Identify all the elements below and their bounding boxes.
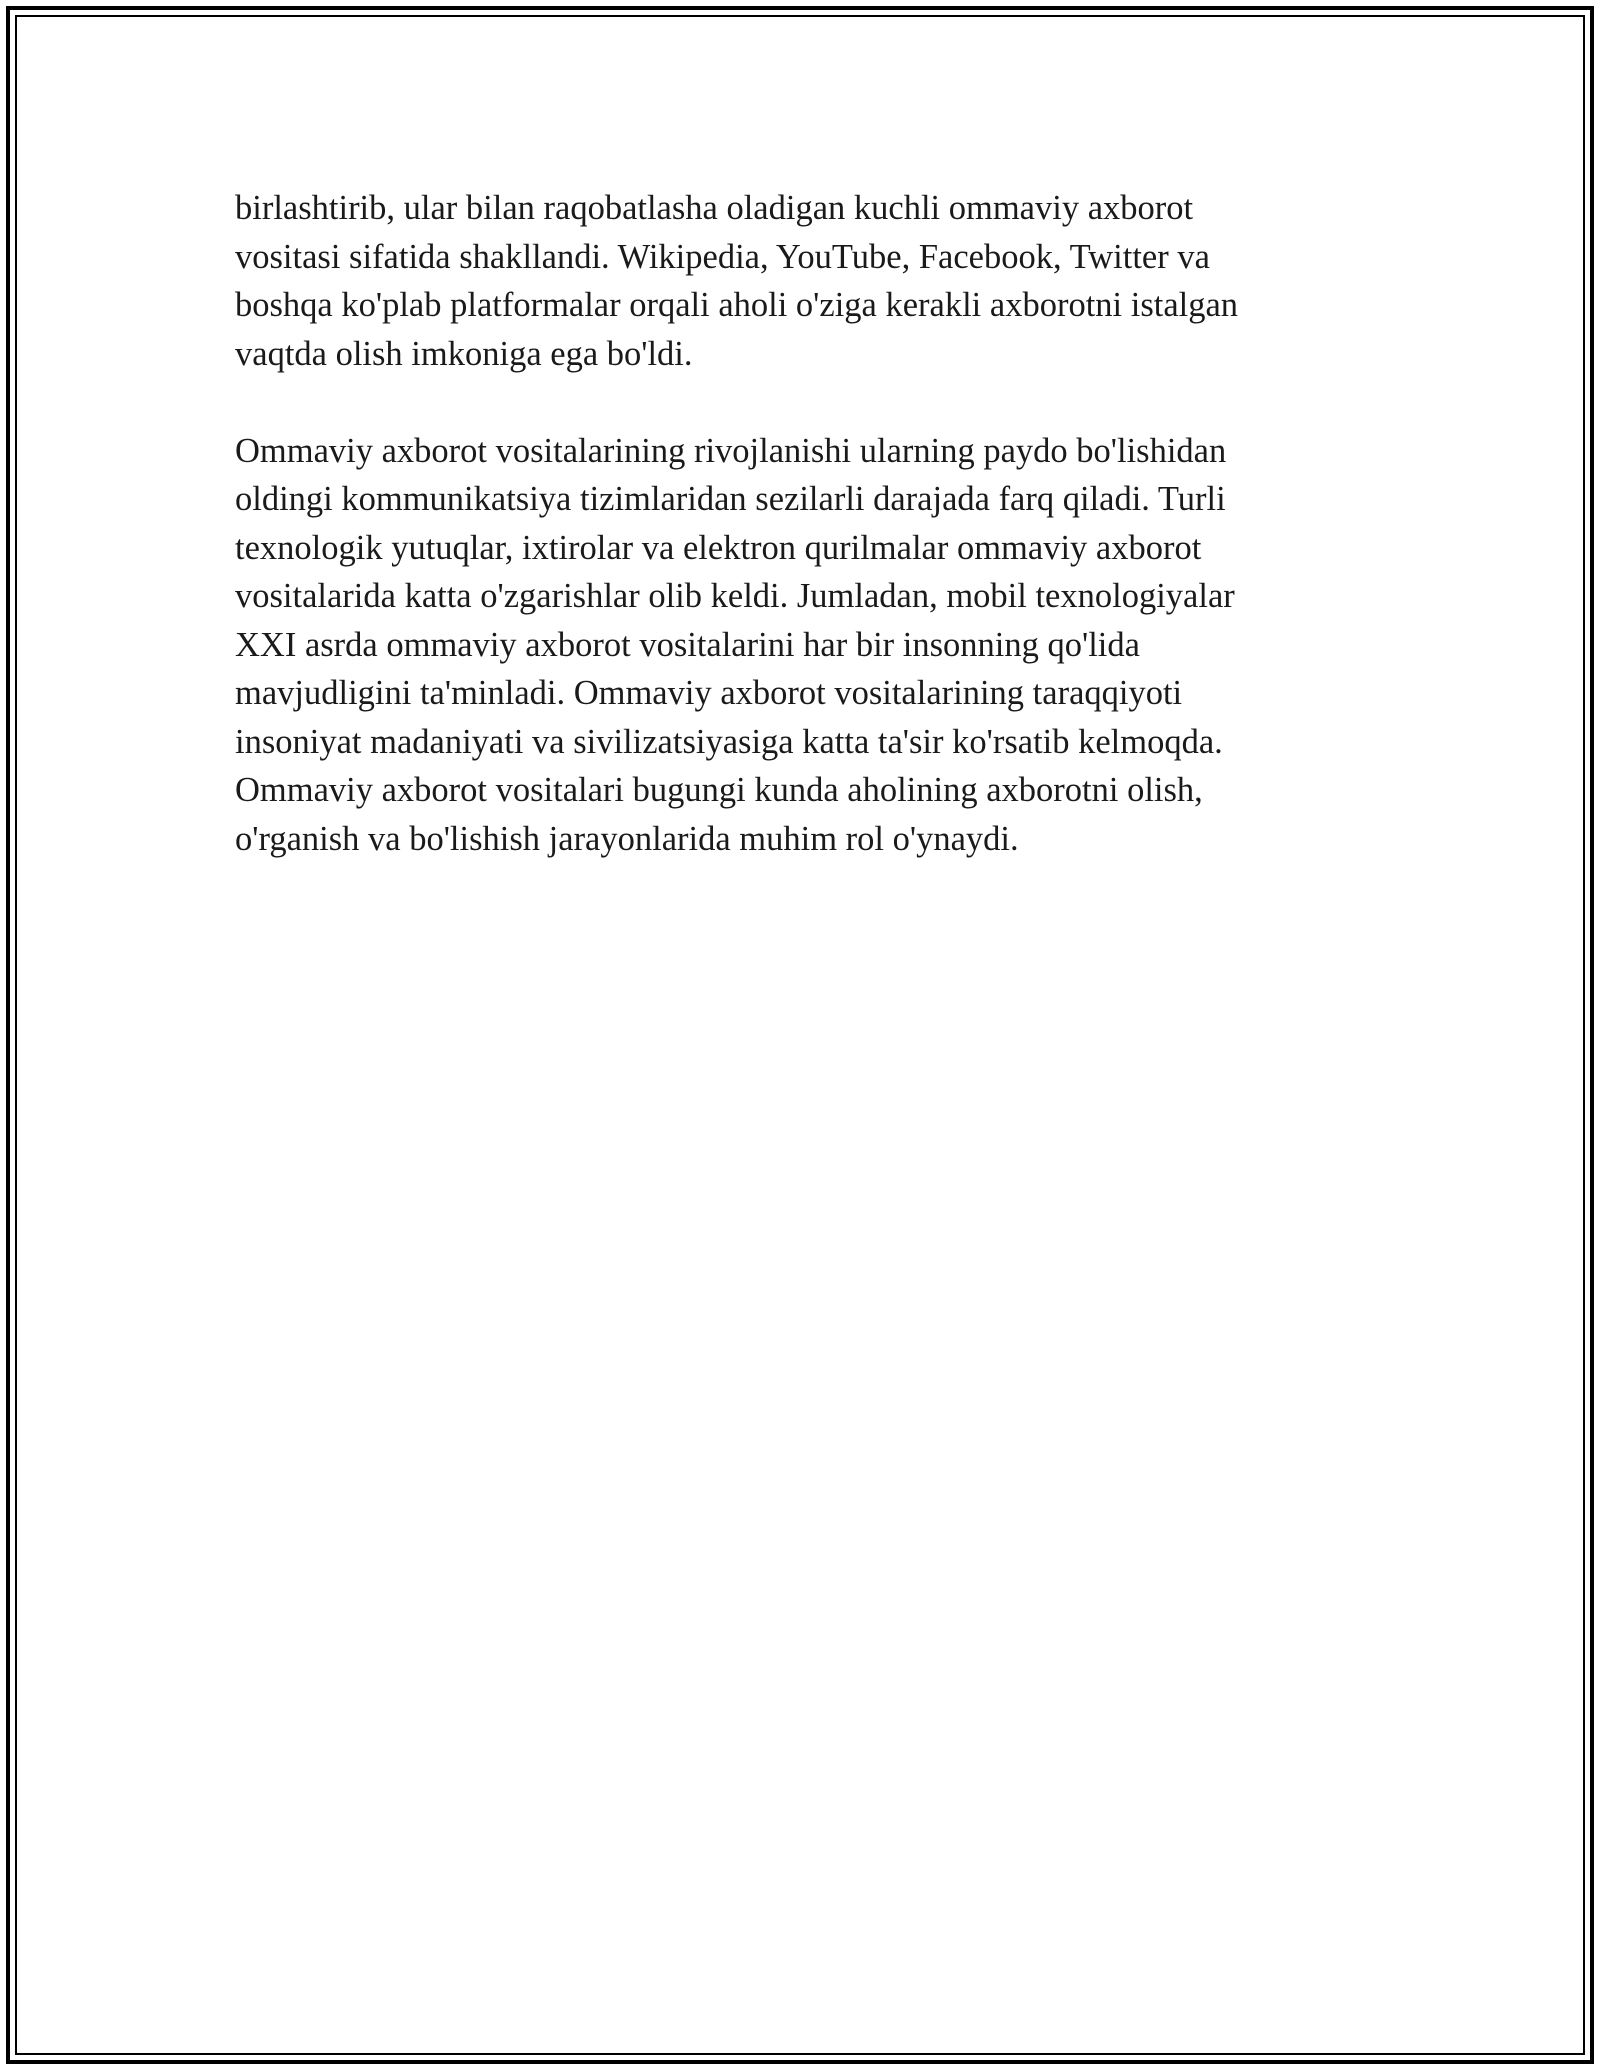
text-line: o'rganish va bo'lishish jarayonlarida muhim rol o'ynaydi.	[235, 819, 1019, 858]
text-line: Ommaviy axborot vositalarining rivojlanishi ularning paydo bo'lishidan	[235, 431, 1227, 470]
paragraph-1	[235, 184, 1325, 378]
text-line: oldingi kommunikatsiya tizimlaridan sezilarli darajada farq qiladi. Turli	[235, 480, 1226, 518]
text-line: texnologik yutuqlar, ixtirolar va elektron qurilmalar ommaviy axborot	[235, 528, 1202, 567]
text-line: insoniyat madaniyati va sivilizatsiyasiga katta ta'sir ko'rsatib kelmoqda.	[235, 722, 1223, 761]
text-line: vaqtda olish imkoniga ega bo'ldi.	[235, 334, 693, 373]
text-line: boshqa ko'plab platformalar orqali aholi o'ziga kerakli axborotni istalgan	[235, 286, 1239, 324]
text-line: vositalarida katta o'zgarishlar olib keldi. Jumladan, mobil texnologiyalar	[235, 577, 1235, 615]
paragraph-2	[235, 427, 1325, 864]
text-line: XXI asrda ommaviy axborot vositalarini har bir insonning qo'lida	[235, 625, 1140, 664]
document-body	[235, 184, 1325, 912]
text-line: Ommaviy axborot vositalari bugungi kunda aholining axborotni olish,	[235, 771, 1203, 809]
text-line: vositasi sifatida shakllandi. Wikipedia, YouTube, Facebook, Twitter va	[235, 237, 1210, 276]
text-line: mavjudligini ta'minladi. Ommaviy axborot vositalarining taraqqiyoti	[235, 674, 1183, 712]
text-line: birlashtirib, ular bilan raqobatlasha oladigan kuchli ommaviy axborot	[235, 189, 1194, 227]
